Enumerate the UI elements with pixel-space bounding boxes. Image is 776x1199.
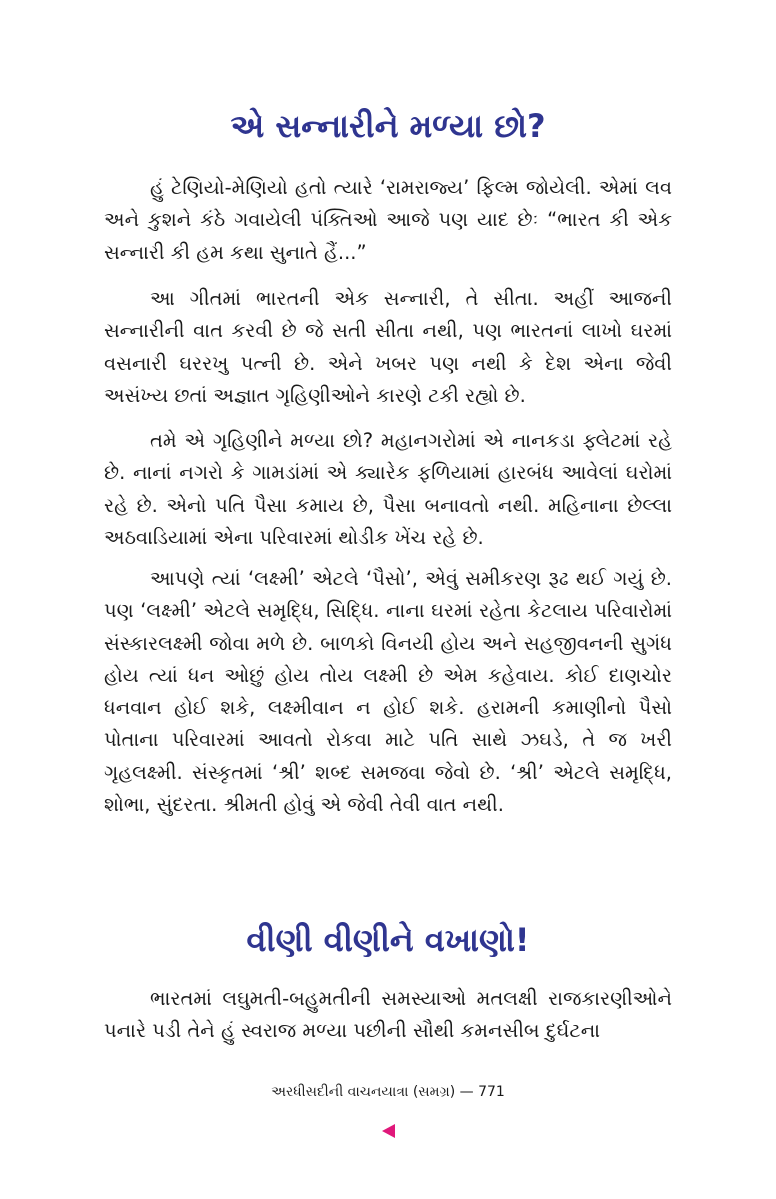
paragraph-1: હું ટેણિયો-મેણિયો હતો ત્યારે ‘રામરાજ્ય’ ફિલ્મ જોયેલી. એમાં લવ અને કુશને કંઠે ગવાયેલી પંક્તિઓ આજે પણ યાદ છેઃ “ભારત કી એક સન્નારી કી હમ કથા સુનાતે હૈં...” bbox=[104, 176, 672, 264]
paragraph-4: આપણે ત્યાં ‘લક્ષ્મી’ એટલે ‘પૈસો’, એવું સમીકરણ રૂઢ થઈ ગયું છે. પણ ‘લક્ષ્મી’ એટલે સમૃદ્ધિ, સિદ્ધિ. નાના ઘરમાં રહેતા કેટલાય પરિવારોમાં સંસ્કારલક્ષ્મી જોવા મળે છે. બાળકો વિનયી હોય અને સહજીવનની સુગંધ હોય ત્યાં ધન ઓછું હોય તોય લક્ષ્મી છે એમ કહેવાય. કોઈ દાણચોર ધનવાન હોઈ શકે, લક્ષ્મીવાન ન હોઈ શકે. હરામની કમાણીનો પૈસો પોતાના પરિવારમાં આવતો રોકવા માટે પતિ સાથે ઝઘડે, તે જ ખરી ગૃહલક્ષ્મી. સંસ્કૃતમાં ‘શ્રી’ શબ્દ સમજવા જેવો છે. ‘શ્રી’ એટલે સમૃદ્ધિ, શોભા, સુંદરતા. શ્રીમતી હોવું એ જેવી તેવી વાત નથી. bbox=[104, 567, 672, 817]
section-heading-1: એ સન્નારીને મળ્યા છો? bbox=[230, 107, 546, 145]
section-heading-2: વીણી વીણીને વખાણો! bbox=[246, 921, 530, 959]
paragraph-5: ભારતમાં લઘુમતી-બહુમતીની સમસ્યાઓ મતલક્ષી રાજકારણીઓને પનારે પડી તેને હું સ્વરાજ મળ્યા પછીની સૌથી કમનસીબ દુર્ઘટના bbox=[104, 987, 672, 1043]
paragraph-3: તમે એ ગૃહિણીને મળ્યા છો? મહાનગરોમાં એ નાનકડા ફ્લેટમાં રહે છે. નાનાં નગરો કે ગામડાંમાં એ ક્યારેક ફળિયામાં હારબંધ આવેલાં ઘરોમાં રહે છે. એનો પતિ પૈસા કમાય છે, પૈસા બનાવતો નથી. મહિનાના છેલ્લા અઠવાડિયામાં એના પરિવારમાં થોડીક ખેંચ રહે છે. bbox=[104, 429, 672, 549]
paragraph-2: આ ગીતમાં ભારતની એક સન્નારી, તે સીતા. અહીં આજની સન્નારીની વાત કરવી છે જે સતી સીતા નથી, પણ ભારતનાં લાખો ઘરમાં વસનારી ઘરરખુ પત્ની છે. એને ખબર પણ નથી કે દેશ એના જેવી અસંખ્ય છતાં અજ્ઞાત ગૃહિણીઓને કારણે ટકી રહ્યો છે. bbox=[104, 287, 672, 407]
page-footer: અરધીસદીની વાચનયાત્રા (સમગ્ર) — 771 bbox=[271, 1084, 505, 1100]
left-triangle-icon bbox=[382, 1124, 395, 1138]
